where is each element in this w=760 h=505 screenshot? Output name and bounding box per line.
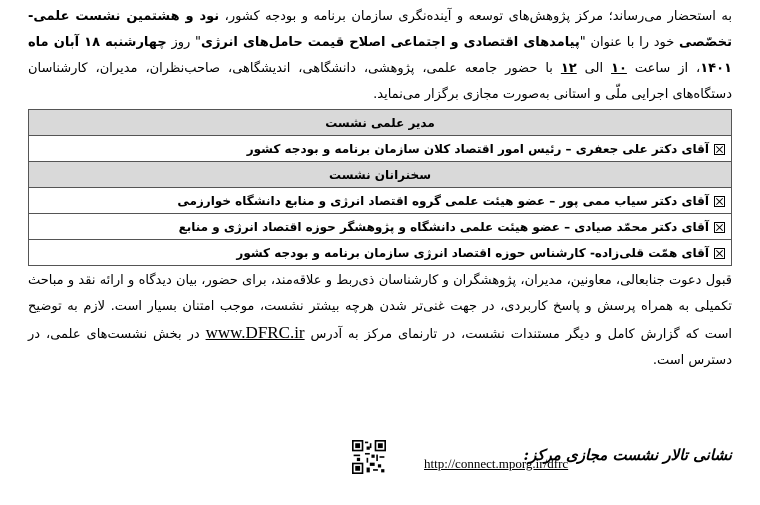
speaker-row	[29, 214, 732, 240]
manager-header: مدیر علمی نشست	[29, 110, 732, 136]
event-number: نود و هشتمین نشست علمی-تخصّصی	[28, 9, 732, 50]
intro-text: خود را با عنوان "	[579, 35, 679, 50]
end-time: ۱۲	[560, 61, 577, 76]
intro-text: به استحضار می‌رساند؛ مرکز پژوهش‌های توسعه و آینده‌نگری سازمان برنامه و بودجه کشور،	[219, 9, 732, 24]
intro-text: الی	[576, 61, 612, 76]
closing-text-end: در بخش نشست‌های علمی، در دسترس است.	[28, 327, 732, 368]
closing-text: قبول دعوت جنابعالی، معاونین، مدیران، پژوهشگران و کارشناسان ذی‌ربط و علاقه‌مند، برای حضور، بیان دیدگاه و ارائه نقد و مباحث تکمیلی به همراه پرسش و پاسخ کاربردی، در جهت غنی‌تر شدن هرچه بیشتر نشست، موجب امتنان بسیار است. لازم به توضیح است که گزارش کامل و دیگر مستندات نشست، در تارنمای مرکز به آدرس	[28, 273, 732, 342]
speaker-name: آقای دکتر سیاب ممی پور – عضو هیئت علمی گروه اقتصاد انرژی و منابع دانشگاه خوارزمی	[177, 193, 709, 208]
closing-paragraph	[28, 268, 732, 374]
speakers-table	[28, 109, 732, 266]
speakers-header: سخنرانان نشست	[29, 162, 732, 188]
virtual-hall-label: نشانی تالار نشست مجازی مرکز:	[523, 446, 732, 464]
intro-paragraph	[28, 4, 732, 108]
website-link[interactable]: www.DFRC.ir	[205, 323, 305, 342]
checkbox-mark-icon	[714, 248, 725, 259]
intro-text: ، از ساعت	[626, 61, 701, 76]
checkbox-mark-icon	[714, 222, 725, 233]
start-time: ۱۰	[611, 61, 627, 76]
speaker-row	[29, 188, 732, 214]
speaker-name: آقای همّت قلی‌زاده- کارشناس حوزه اقتصاد انرژی سازمان برنامه و بودجه کشور	[236, 245, 709, 260]
intro-text: با حضور جامعه علمی، پژوهشی، دانشگاهی، اندیشگاهی، صاحب‌نظران، مدیران، کارشناسان دستگاه‌های اجرایی ملّی و استانی به‌صورت مجازی برگزار می‌نماید.	[28, 61, 732, 102]
speaker-name: آقای دکتر محمّد صیادی – عضو هیئت علمی دانشگاه و پژوهشگر حوزه اقتصاد انرژی و منابع	[178, 219, 709, 234]
speaker-row	[29, 240, 732, 266]
manager-row	[29, 136, 732, 162]
qr-code-icon	[352, 440, 386, 474]
event-date: چهارشنبه ۱۸ آبان ماه ۱۴۰۱	[28, 35, 732, 76]
virtual-hall-link[interactable]: http://connect.mporg.ir/dfrc	[424, 456, 569, 471]
manager-name: آقای دکتر علی جعفری – رئیس امور اقتصاد کلان سازمان برنامه و بودجه کشور	[246, 141, 709, 156]
intro-text: " روز	[166, 35, 202, 50]
checkbox-mark-icon	[714, 196, 725, 207]
checkbox-mark-icon	[714, 144, 725, 155]
event-title: پیامدهای اقتصادی و اجتماعی اصلاح قیمت حامل‌های انرژی	[201, 35, 580, 50]
footer	[352, 440, 732, 474]
document-page	[28, 4, 732, 374]
